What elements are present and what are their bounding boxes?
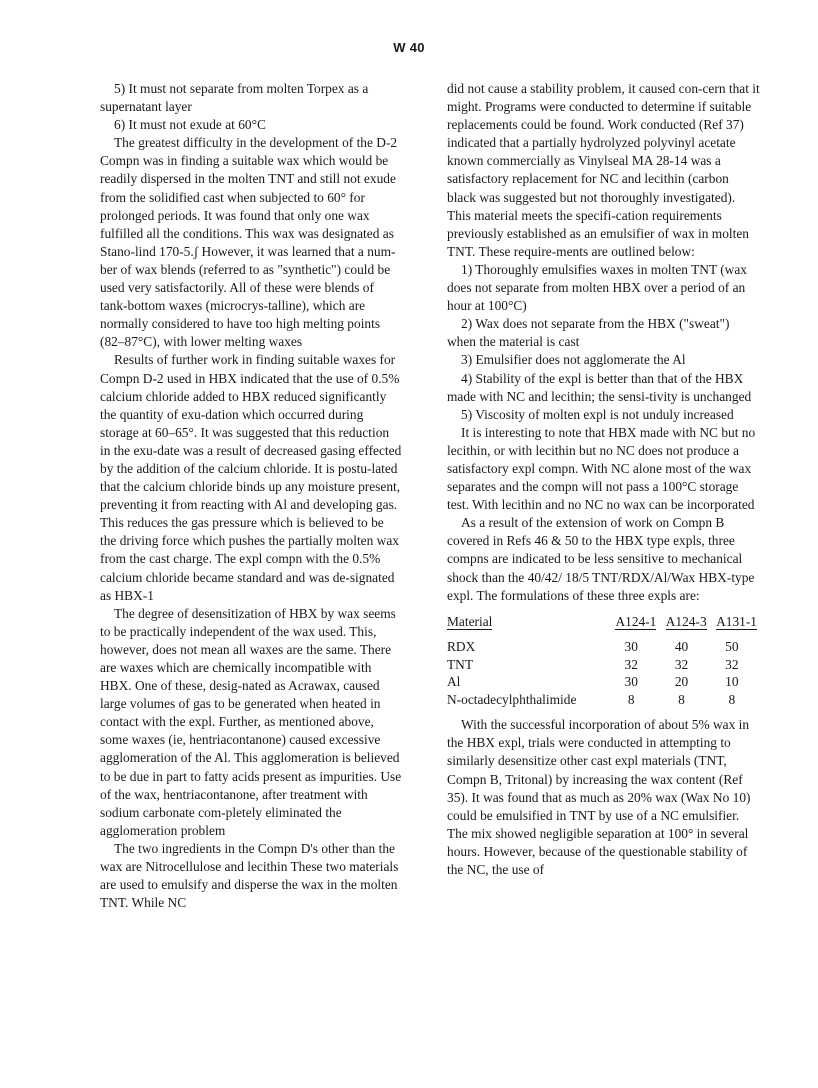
table-cell: 40 (674, 639, 689, 655)
table-cell: N-octadecylphthalimide (447, 691, 577, 707)
table-header-row (447, 613, 757, 633)
paragraph: The two ingredients in the Compn D's other than the wax are Nitrocellulose and lecithin These two materials are used to emulsify and disperse the wax in the molten TNT. While NC (100, 840, 399, 911)
table-cell: 8 (678, 691, 685, 707)
table-cell: 30 (624, 639, 638, 655)
table-cell: 32 (674, 656, 689, 672)
list-item: 1) Thoroughly emulsifies waxes in molten TNT (wax does not separate from molten HBX over a period of an hour at 100°C) (447, 261, 747, 314)
table-cell: 10 (725, 674, 739, 690)
table-cell: Al (447, 674, 461, 690)
paragraph: Results of further work in finding suitable waxes for Compn D-2 used in HBX indicated that the use of 0.5% calcium chloride added to HBX reduced significantly the quantity of exu-dation which occurred during storage at 60–65°. It was suggested that this reduction in the exu-date was a result of decreased gasing effected by the addition of the calcium chloride. It is postu-lated that the calcium chloride binds up any moisture present, preventing it from reacting with Al and developing gas. This reduces the gas pressure which is believed to be the driving force which pushes the partially molten wax from the cast charge. The expl compn with the 0.5% calcium chloride became standard and was de-signated as HBX-1 (100, 352, 402, 603)
table-cell: TNT (447, 656, 474, 672)
left-column (100, 80, 402, 912)
table-row (447, 638, 757, 656)
table-cell: 8 (627, 691, 635, 707)
table-cell: 30 (624, 674, 638, 690)
table-cell: RDX (447, 639, 476, 655)
column-header-a124-1: A124-1 (615, 613, 657, 629)
list-item: 3) Emulsifier does not agglomerate the Al (461, 352, 686, 368)
list-item: 4) Stability of the expl is better than that of the HBX made with NC and lecithin; the sensi-tivity is unchanged (447, 370, 752, 404)
paragraph: As a result of the extension of work on Compn B covered in Refs 46 & 50 to the HBX type expls, three compns are indicated to be less sensitive to mechanical shock than the 40/42/ 18/5 TNT/RDX/Al/Wax HBX-type expl. The formulations of these three expls are: (447, 515, 755, 603)
table-row (447, 656, 757, 674)
table-row (447, 673, 757, 691)
table-cell: 50 (725, 639, 739, 655)
list-item: 2) Wax does not separate from the HBX ("sweat") when the material is cast (447, 316, 730, 350)
column-header-a124-3: A124-3 (665, 613, 707, 629)
paragraph: The degree of desensitization of HBX by wax seems to be practically independent of the wax used. This, however, does not mean all waxes are the same. There are waxes which are chemically incompatible with HBX. One of these, desig-nated as Acrawax, caused large volumes of gas to be generated when heated in contact with the expl. Further, as mentioned above, some waxes (ie, hentriacontanone) caused excessive agglomeration of the Al. This agglomeration is believed to be due in part to fatty acids present as impurities. Use of the wax, hentriacontanone, after treatment with sodium carbonate com-pletely eliminated the agglomeration problem (100, 605, 402, 838)
paragraph: did not cause a stability problem, it caused con-cern that it might. Programs were conducted to determine if suitable replacements could be found. Work conducted (Ref 37) indicated that a partially hydrolyzed polyvinyl acetate known commercially as Vinylseal MA 28-14 was a satisfactory replacement for NC and lecithin (carbon black was suggested but not thoroughly investigated). This material meets the specifi-cation requirements previously established as an emulsifier of wax in molten TNT. These require-ments are outlined below: (447, 81, 760, 259)
table-cell: 20 (674, 674, 689, 690)
table-cell: 32 (624, 656, 638, 672)
list-item: 5) Viscosity of molten expl is not unduly increased (461, 406, 734, 422)
table-cell: 8 (728, 691, 736, 707)
column-header-a131-1: A131-1 (716, 613, 757, 629)
table-cell: 32 (725, 656, 739, 672)
right-column (447, 80, 760, 879)
paragraph: 6) It must not exude at 60°C (114, 117, 266, 133)
paragraph: The greatest difficulty in the development of the D-2 Compn was in finding a suitable wax which would be readily dispersed in the molten TNT and still not exude from the solidified cast when subjected to 60° for prolonged periods. It was found that only one wax fulfilled all the conditions. This wax was designated as Stano-lind 170-5.ʃ However, it was learned that a num-ber of wax blends (referred to as "synthetic") could be used very satisfactorily. All of these were blends of tank-bottom waxes (microcrys-talline), which are normally considered to have too high melting points (82–87°C), with lower melting waxes (100, 135, 398, 350)
paragraph: With the successful incorporation of about 5% wax in the HBX expl, trials were conducted in attempting to similarly desensitize other cast expl materials (TNT, Compn B, Tritonal) by increasing the wax content (Ref 35). It was found that as much as 20% wax (Wax No 10) could be emulsified in TNT by use of a NC emulsifier. The mix showed negligible separation at 100° in several hours. However, because of the questionable stability of the NC, the use of (447, 717, 751, 877)
page-number-header: W 40 (393, 40, 425, 55)
paragraph: 5) It must not separate from molten Torpex as a supernatant layer (100, 81, 369, 115)
paragraph: It is interesting to note that HBX made with NC but no lecithin, or with lecithin but no NC does not produce a satisfactory expl compn. With NC alone most of the wax separates and the compn will not pass a 100°C storage test. With lecithin and no NC no wax can be incorporated (447, 424, 756, 513)
formulation-table (447, 613, 757, 709)
column-header-material: Material (447, 613, 493, 629)
table-row (447, 691, 757, 709)
